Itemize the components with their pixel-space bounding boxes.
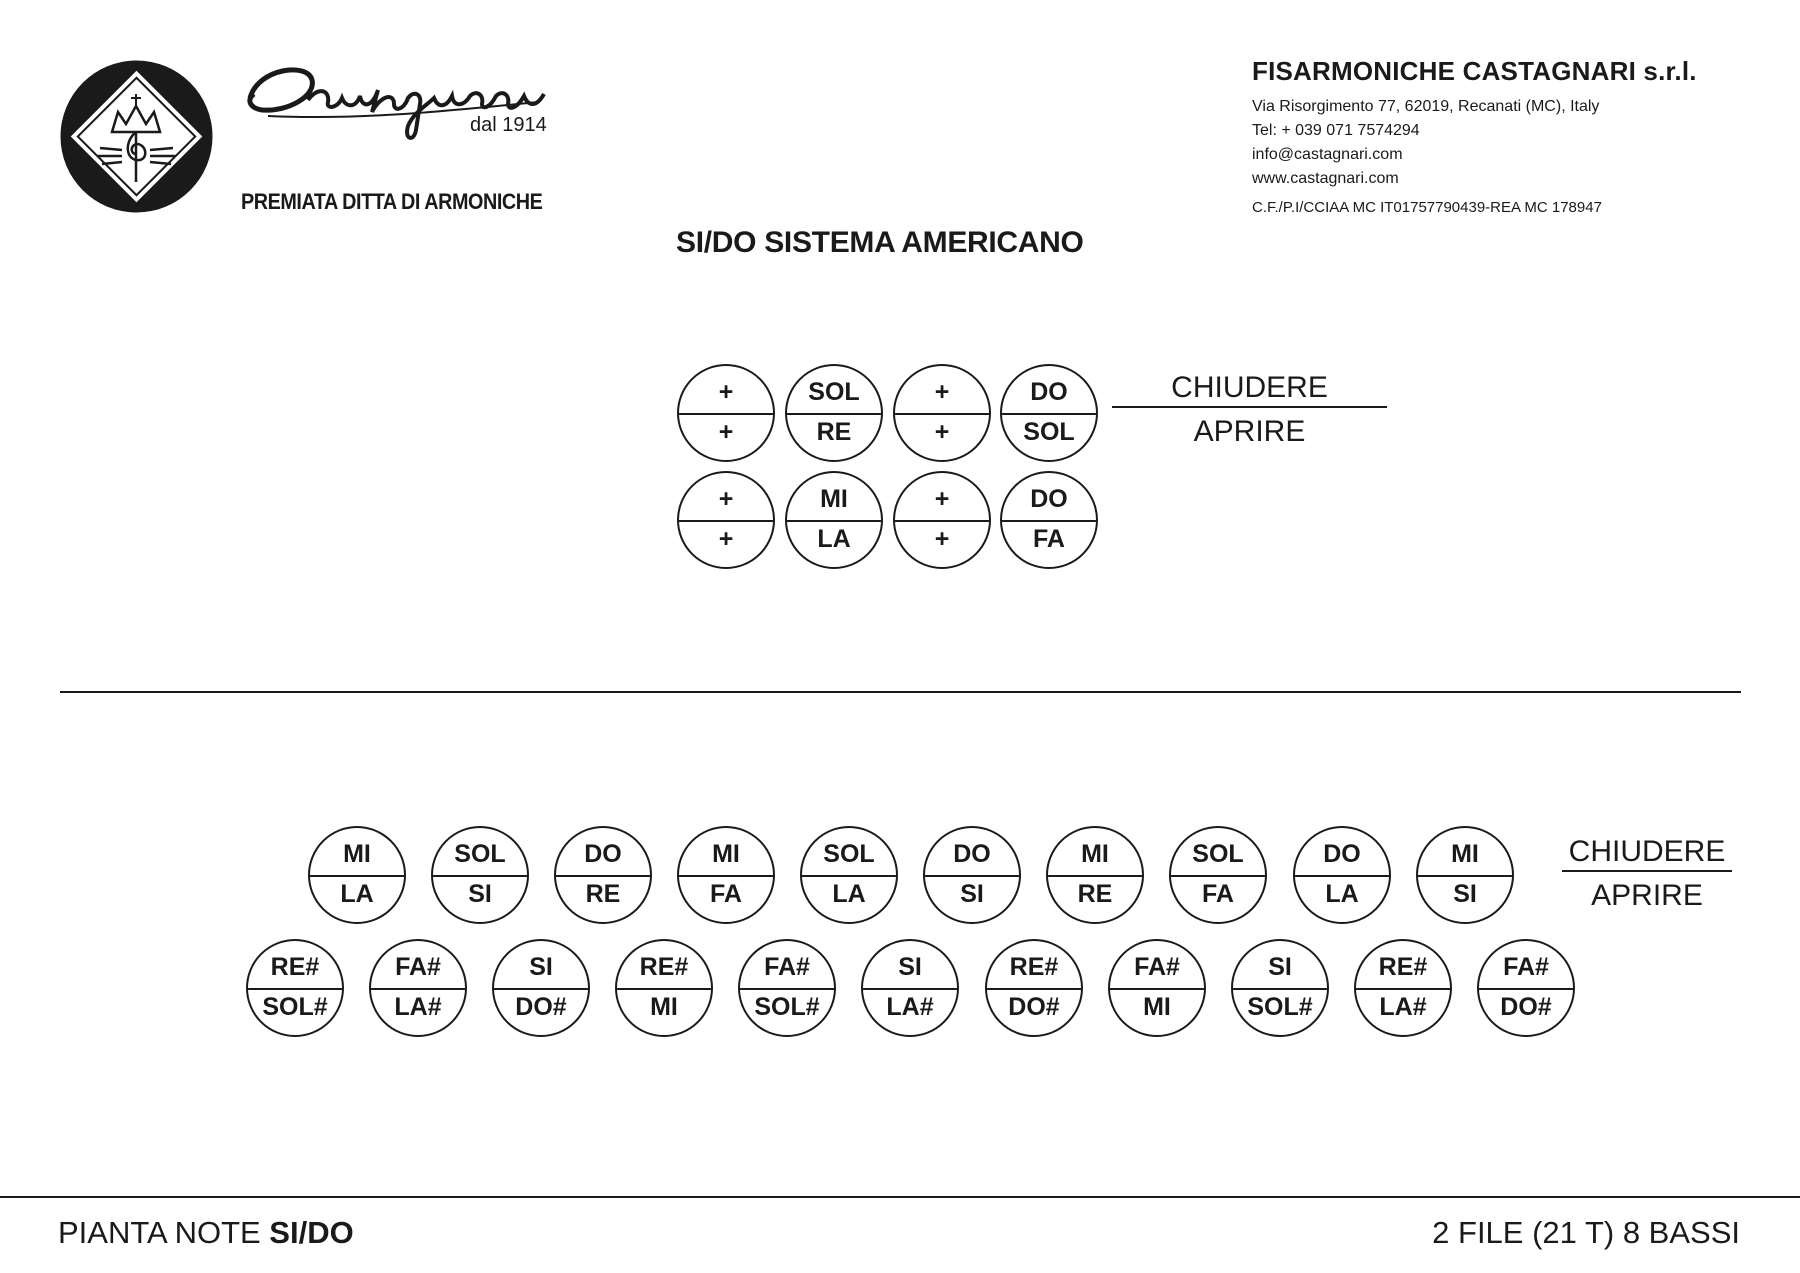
bass-button: + + — [893, 471, 991, 569]
brand-tagline: PREMIATA DITTA DI ARMONICHE — [241, 189, 543, 214]
section-divider — [60, 691, 1741, 693]
company-website[interactable]: www.castagnari.com — [1252, 170, 1399, 187]
company-address: Via Risorgimento 77, 62019, Recanati (MC), Italy — [1252, 98, 1600, 115]
bass-button: DO FA — [1000, 471, 1098, 569]
legend-divider — [1562, 870, 1732, 872]
treble-button: MI LA — [308, 826, 406, 924]
treble-button: SI SOL# — [1231, 939, 1329, 1037]
treble-button: RE# MI — [615, 939, 713, 1037]
legend-open-label: APRIRE — [1591, 879, 1703, 912]
treble-button: DO LA — [1293, 826, 1391, 924]
treble-button: FA# SOL# — [738, 939, 836, 1037]
legend-close-label: CHIUDERE — [1568, 835, 1726, 868]
treble-button: SI DO# — [492, 939, 590, 1037]
document-title: SI/DO SISTEMA AMERICANO — [676, 226, 1084, 259]
treble-button: RE# DO# — [985, 939, 1083, 1037]
castagnari-emblem-logo — [60, 60, 213, 213]
bass-button: MI LA — [785, 471, 883, 569]
footer-divider — [0, 1196, 1800, 1198]
treble-button: FA# MI — [1108, 939, 1206, 1037]
treble-button: MI RE — [1046, 826, 1144, 924]
treble-button: MI SI — [1416, 826, 1514, 924]
treble-button: DO SI — [923, 826, 1021, 924]
bass-button: + + — [893, 364, 991, 462]
company-info — [1252, 56, 1772, 216]
treble-button: FA# DO# — [1477, 939, 1575, 1037]
treble-button: FA# LA# — [369, 939, 467, 1037]
legend-open-label: APRIRE — [1193, 415, 1306, 448]
bass-button: DO SOL — [1000, 364, 1098, 462]
bass-bellows-legend — [1112, 370, 1387, 450]
company-email[interactable]: info@castagnari.com — [1252, 146, 1403, 163]
treble-button: SOL LA — [800, 826, 898, 924]
company-fiscal: C.F./P.I/CCIAA MC IT01757790439-REA MC 178947 — [1252, 199, 1602, 216]
bass-button: + + — [677, 471, 775, 569]
legend-close-label: CHIUDERE — [1171, 371, 1328, 404]
footer-chart-prefix: PIANTA NOTE — [58, 1215, 270, 1250]
treble-button: RE# LA# — [1354, 939, 1452, 1037]
company-phone: Tel: + 039 071 7574294 — [1252, 122, 1420, 139]
treble-button: MI FA — [677, 826, 775, 924]
treble-button: RE# SOL# — [246, 939, 344, 1037]
footer-chart-system: SI/DO — [269, 1215, 354, 1250]
treble-button: DO RE — [554, 826, 652, 924]
treble-button: SOL SI — [431, 826, 529, 924]
brand-since-text: dal 1914 — [470, 114, 547, 136]
bass-button: + + — [677, 364, 775, 462]
footer-chart-name — [58, 1215, 354, 1251]
bass-button: SOL RE — [785, 364, 883, 462]
treble-bellows-legend — [1562, 834, 1732, 914]
company-name: FISARMONICHE CASTAGNARI s.r.l. — [1252, 56, 1697, 86]
treble-button: SI LA# — [861, 939, 959, 1037]
treble-button: SOL FA — [1169, 826, 1267, 924]
legend-divider — [1112, 406, 1387, 408]
footer-configuration: 2 FILE (21 T) 8 BASSI — [1432, 1215, 1740, 1250]
